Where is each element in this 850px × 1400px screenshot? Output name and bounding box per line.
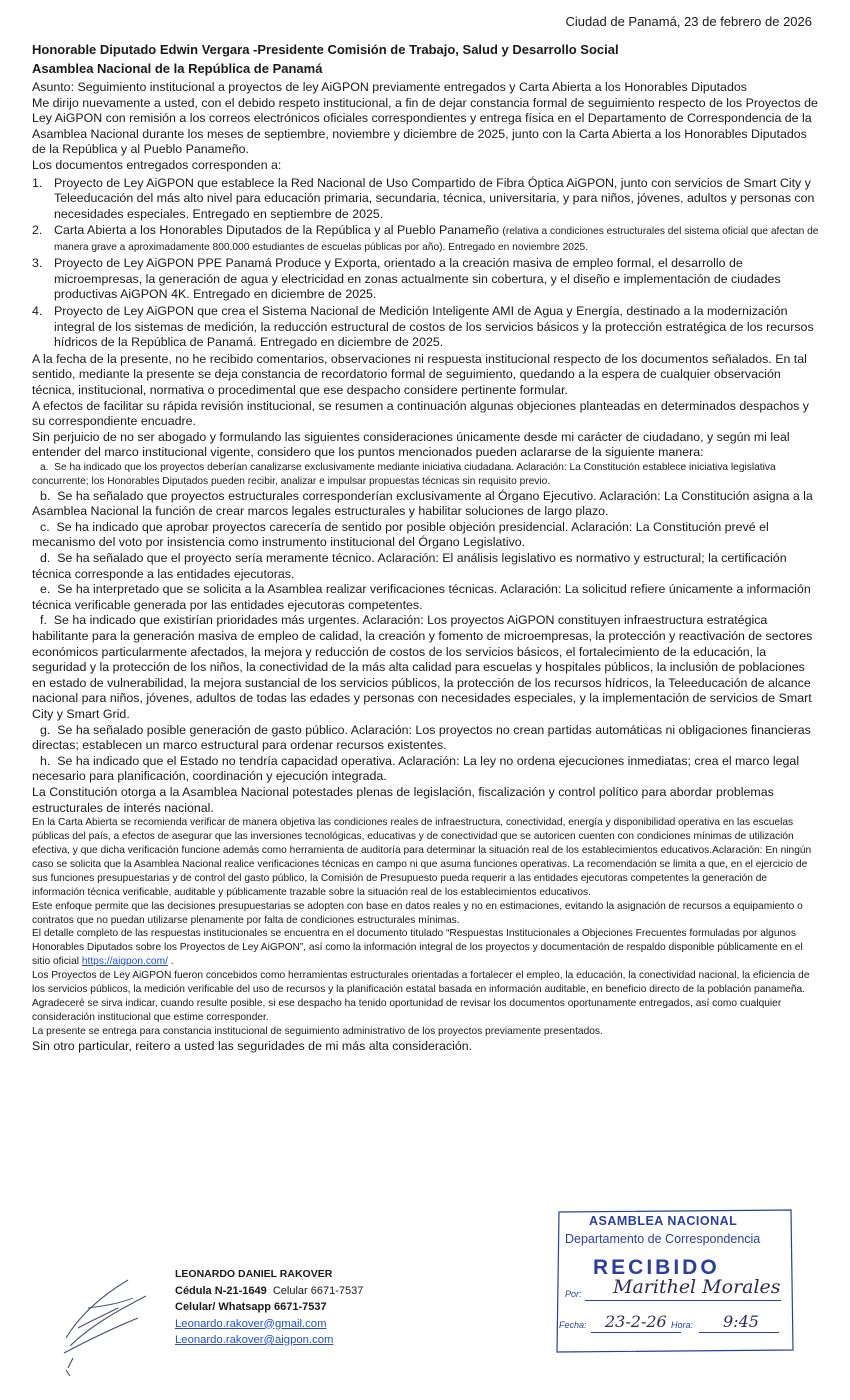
- stamp-fecha-line: [591, 1332, 681, 1333]
- list-number: 3.: [32, 256, 43, 271]
- stamp-por-line: [585, 1300, 781, 1301]
- stamp-hora-label: Hora:: [671, 1320, 694, 1330]
- received-stamp: [553, 1208, 797, 1354]
- addressee-block: [32, 40, 822, 78]
- summary-paragraph: A efectos de facilitar su rápida revisión institucional, se resumen a continuación algunas objeciones planteadas en determinados despachos y su correspondiente encuadre.: [32, 398, 809, 429]
- objection-text: Se ha señalado que el proyecto sería meramente técnico. Aclaración: El análisis legislativo es normativo y estructural; la certificación técnica corresponde a las entidades ejecutoras.: [32, 551, 787, 581]
- objection-label: c.: [40, 519, 50, 534]
- detail-text: El detalle completo de las respuestas institucionales se encuentra en el documento titulado “Respuestas Institucionales a Objeciones Frecuentes formuladas por algunos Honorables Diputados sobre los Proyectos de Ley AiGPON”, así como la información integral de los proyectos y documentación de respaldo disponible públicamente en el sitio oficial: [32, 928, 803, 968]
- addressee-name: Honorable Diputado Edwin Vergara -Presidente Comisión de Trabajo, Salud y Desarrollo Social: [32, 42, 619, 57]
- approach-paragraph: Este enfoque permite que las decisiones presupuestarias se adopten con base en datos reales y no en estimaciones, evitando la asignación de recursos a equipamiento o contratos que no puedan utilizarse plenamente por falta de condiciones estructurales mínimas.: [32, 900, 803, 926]
- detail-paragraph: [32, 927, 820, 969]
- objection-text: Se ha señalado posible generación de gasto público. Aclaración: Los proyectos no crean partidas automáticas ni obligaciones financieras directas; establecen un marco estructural para ordenar recursos existentes.: [32, 722, 811, 753]
- objection-item: [32, 754, 820, 785]
- list-item: [32, 256, 820, 303]
- objection-label: a.: [40, 461, 49, 473]
- signer-id-line: [175, 1283, 363, 1300]
- conceived-paragraph: Los Proyectos de Ley AiGPON fueron concebidos como herramientas estructurales orientadas a fortalecer el empleo, la educación, la conectividad nacional, la eficiencia de los servicios públicos, la medición verificable del uso de recursos y la planificación estatal basada en información auditable, en beneficio directo de la población panameña.: [32, 970, 810, 996]
- citizen-paragraph: Sin perjuicio de no ser abogado y formulando las siguientes consideraciones únicamente desde mi carácter de ciudadano, y según mi leal entender del marco institucional vigente, considero que los puntos mencionados pueden aclararse de la siguiente manera:: [32, 429, 790, 460]
- objection-label: f.: [40, 613, 47, 628]
- delivered-documents-list: [32, 176, 820, 351]
- objection-label: g.: [40, 722, 51, 737]
- signer-whatsapp: Celular/ Whatsapp 6671-7537: [175, 1301, 327, 1313]
- objection-item: [32, 582, 820, 613]
- objection-label: h.: [40, 753, 51, 768]
- objection-label: b.: [40, 488, 51, 503]
- handwritten-signature-icon: [58, 1258, 153, 1378]
- objection-item: [32, 489, 820, 520]
- thanks-paragraph: Agradeceré se sirva indicar, cuando resulte posible, si ese despacho ha tenido oportunidad de revisar los documentos oportunamente entregados, así como cualquier consideración institucional que estime corresponder.: [32, 997, 782, 1023]
- list-item-note: (relativa a condiciones estructurales del sistema oficial que afectan de manera grave a aproximadamente 800.000 estudiantes de escuelas públicas por año). Entregado en noviembre 2025.: [54, 226, 819, 254]
- letter-body: [32, 80, 820, 1054]
- signer-email-aigpon[interactable]: Leonardo.rakover@aigpon.com: [175, 1334, 334, 1346]
- signer-cellular: Celular 6671-7537: [272, 1284, 364, 1297]
- stamp-por-label: Por:: [565, 1289, 582, 1299]
- list-item: [32, 223, 820, 255]
- objection-text: Se ha señalado que proyectos estructurales corresponderían exclusivamente al Órgano Ejecutivo. Aclaración: La Constitución asigna a la Asamblea Nacional la función de crear marcos legales estructurales y habilitar soluciones de largo plazo.: [32, 488, 813, 519]
- stamp-received: RECIBIDO: [593, 1256, 720, 1279]
- objection-text: Se ha indicado que el Estado no tendría capacidad operativa. Aclaración: La ley no ordena ejecuciones inmediatas; crea el marco legal necesario para planificación, coordinación y ejecución integrada.: [32, 753, 800, 784]
- list-number: 2.: [32, 223, 43, 238]
- objection-item: [32, 461, 820, 489]
- docs-intro: Los documentos entregados corresponden a:: [32, 157, 282, 172]
- signer-contact-block: [175, 1266, 363, 1349]
- stamp-hora-line: [699, 1332, 779, 1333]
- objections-list: [32, 461, 820, 785]
- objection-item: [32, 551, 820, 582]
- objection-item: [32, 520, 820, 551]
- list-item-text: Proyecto de Ley AiGPON que crea el Sistema Nacional de Medición Inteligente AMI de Agua y Energía, destinado a la modernización integral de los sistemas de medición, la reducción estructural de costos de los servicios básicos y la protección estratégica de los recursos hídricos de la República de Panamá. Entregado en diciembre de 2025.: [54, 303, 814, 350]
- objection-text: Se ha indicado que aprobar proyectos carecería de sentido por posible objeción presidencial. Aclaración: La Constitución prevé el mecanismo del voto por insistencia como instrumento institucional del Órgano Legislativo.: [32, 519, 769, 550]
- signer-email-gmail[interactable]: Leonardo.rakover@gmail.com: [175, 1317, 327, 1330]
- objection-text: Se ha indicado que existirían prioridades más urgentes. Aclaración: Los proyectos AiGPON constituyen infraestructura estratégica habilitante para la generación masiva de empleo de calidad, la creación y fomento de microempresas, la protección y reactivación de sectores económicos particularmente afectados, la mejora y reducción de costos de los servicios básicos, el fortalecimiento de la educación, la seguridad y la protección de los niños, la conectividad de la más alta calidad para escuelas y hospitales públicos, la inclusión de poblaciones en estado de vulnerabilidad, la mejora sustancial de los servicios públicos, la protección de los recursos hídricos, la Teleeducación de alcance nacional para niños, jóvenes, adultos de todas las edades y personas con necesidades especiales, y la implementación de servicios de Smart City y Smart Grid.: [32, 613, 813, 721]
- signer-cedula: Cédula N-21-1649: [175, 1284, 267, 1297]
- addressee-institution: Asamblea Nacional de la República de Panamá: [32, 61, 323, 76]
- constitution-paragraph: La Constitución otorga a la Asamblea Nacional potestades plenas de legislación, fiscalización y control político para abordar problemas estructurales de interés nacional.: [32, 784, 774, 815]
- list-number: 1.: [32, 175, 43, 190]
- delivered-paragraph: La presente se entrega para constancia institucional de seguimiento administrativo de los proyectos previamente presentados.: [32, 1025, 603, 1037]
- subject-line: Asunto: Seguimiento institucional a proyectos de ley AiGPON previamente entregados y Carta Abierta a los Honorables Diputados: [32, 80, 747, 94]
- signer-name: LEONARDO DANIEL RAKOVER: [175, 1268, 333, 1280]
- list-item: [32, 304, 820, 351]
- stamp-fecha-label: Fecha:: [559, 1320, 587, 1330]
- stamp-por-value: Marithel Morales: [613, 1276, 781, 1298]
- objection-item: [32, 723, 820, 754]
- stamp-hora-value: 9:45: [723, 1312, 759, 1331]
- aigpon-site-link[interactable]: https://aigpon.com/: [81, 956, 168, 968]
- objection-text: Se ha interpretado que se solicita a la Asamblea realizar verificaciones técnicas. Aclaración: La solicitud refiere únicamente a información técnica verificable generada por las entidades ejecutoras competentes.: [32, 582, 811, 612]
- objection-label: e.: [40, 582, 51, 597]
- objection-item: [32, 613, 820, 722]
- objection-label: d.: [40, 551, 51, 566]
- no-response-paragraph: A la fecha de la presente, no he recibido comentarios, observaciones ni respuesta institucional respecto de los documentos señalados. En tal sentido, mediante la presente se deja constancia de recordatorio formal de seguimiento, quedando a la espera de cualquier observación técnica, institucional, normativa o procedimental que ese despacho considere pertinente formular.: [32, 351, 807, 397]
- list-item: [32, 176, 820, 223]
- list-item-text: Carta Abierta a los Honorables Diputados de la República y al Pueblo Panameño: [54, 223, 499, 238]
- list-item-text: Proyecto de Ley AiGPON PPE Panamá Produce y Exporta, orientado a la creación masiva de empleo formal, el desarrollo de microempresas, la generación de agua y electricidad en zonas actualmente sin cobertura, y el diseño e implementación de ciudades productivas AiGPON 4K. Entregado en diciembre de 2025.: [54, 256, 781, 302]
- letter-date: Ciudad de Panamá, 23 de febrero de 2026: [565, 14, 812, 29]
- carta-paragraph: En la Carta Abierta se recomienda verificar de manera objetiva las condiciones reales de infraestructura, conectividad, energía y disponibilidad operativa en las escuelas públicas del país, a efectos de asegurar que las inversiones tecnológicas, educativas y de conectividad que se autoricen cuenten con condiciones mínimas de utilización efectiva, y que dicha verificación funcione además como herramienta de auditoría para determinar la situación real de los establecimientos educativos.Aclaración: En ningún caso se solicita que la Asamblea Nacional realice verificaciones técnicas en campo ni que asuma funciones operativas. La recomendación se limita a que, en el ejercicio de sus funciones presupuestarias y de control del gasto público, la Comisión de Presupuesto pueda requerir a las entidades ejecutoras competentes la generación de información técnica verificable, auditable y públicamente trazable sobre la situación real de los establecimientos educativos.: [32, 817, 812, 898]
- closing-paragraph: Sin otro particular, reitero a usted las seguridades de mi más alta consideración.: [32, 1038, 473, 1053]
- objection-text: Se ha indicado que los proyectos deberían canalizarse exclusivamente mediante iniciativa ciudadana. Aclaración: La Constitución establece iniciativa legislativa concurrente; los Honorables Diputados pueden recibir, analizar e impulsar propuestas técnicas sin requisito previo.: [32, 461, 776, 487]
- stamp-fecha-value: 23-2-26: [605, 1312, 667, 1331]
- list-number: 4.: [32, 303, 43, 318]
- stamp-institution: ASAMBLEA NACIONAL: [589, 1214, 738, 1228]
- detail-text-end: .: [167, 956, 174, 968]
- stamp-department: Departamento de Correspondencia: [565, 1232, 761, 1246]
- list-item-text: Proyecto de Ley AiGPON que establece la Red Nacional de Uso Compartido de Fibra Óptica AiGPON, junto con servicios de Smart City y Teleeducación del más alto nivel para educación primaria, secundaria, técnica, universitaria, y para niños, jóvenes, adultos y personas con necesidades especiales. Entregado en septiembre de 2025.: [54, 175, 815, 221]
- intro-paragraph: Me dirijo nuevamente a usted, con el debido respeto institucional, a fin de dejar constancia formal de seguimiento respecto de los Proyectos de Ley AiGPON con remisión a los correos electrónicos oficiales correspondientes y entrega física en el Departamento de Correspondencia de la Asamblea Nacional durante los meses de septiembre, noviembre y diciembre de 2025, junto con la Carta Abierta a los Honorables Diputados de la República y al Pueblo Panameño.: [32, 95, 818, 157]
